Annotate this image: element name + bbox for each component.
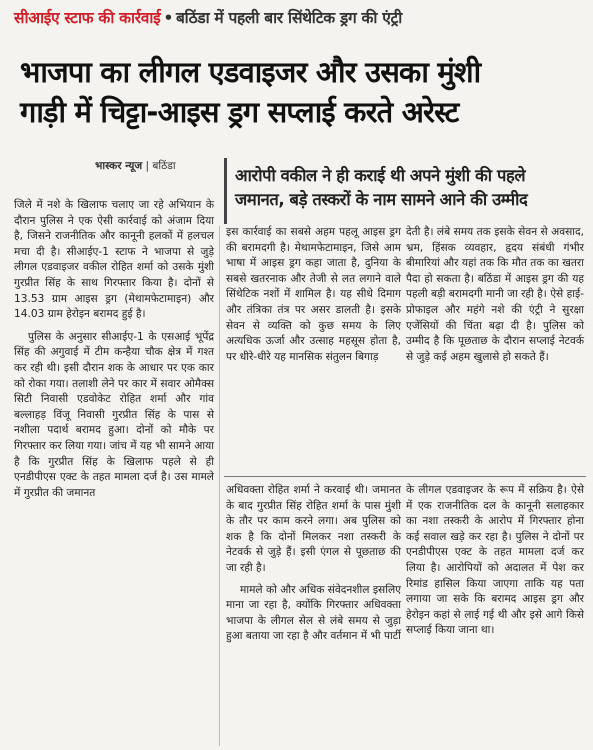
article-paragraph: पुलिस के अनुसार सीआईए-1 के एसआई भूपेंद्र सिंह की अगुवाई में टीम कन्हैया चौक क्षेत्र में गश्त कर रही थी। इसी दौरान शक के आधार पर एक कार को रोका गया। तलाशी लेने पर कार में सवार ओमैक्स सिटी निवासी एडवोकेट रोहित शर्मा और गांव बल्लाहड़ विंजू निवासी गुरप्रीत सिंह के पास से नशीला पदार्थ बरामद हुआ। दोनों को मौके पर गिरफ्तार कर लिया गया। जांच में यह भी सामने आया है कि गुरप्रीत सिंह के खिलाफ पहले से ही एनडीपीएस एक्ट के तहत मामला दर्ज है। उस मामले में गुरप्रीत की जमानत: [14, 330, 214, 499]
article-column-5: [406, 483, 584, 639]
deck-box: [224, 158, 589, 224]
byline: [95, 159, 176, 173]
deck: [235, 164, 587, 212]
section-divider: [224, 476, 586, 477]
byline-source: भास्कर न्यूज: [95, 160, 143, 172]
article-column-2: [226, 225, 401, 365]
article-column-4: [226, 483, 401, 645]
column-divider: [219, 226, 220, 746]
article-paragraph: के लीगल एडवाइजर के रूप में सक्रिय है। ऐसे में एक राजनीतिक दल के कानूनी सलाहकार का नशा तस्करी के आरोप में गिरफ्तार होना कई सवाल खड़े कर रहा है। पुलिस ने दोनों पर एनडीपीएस एक्ट के तहत मामला दर्ज कर लिया है। आरोपियों को अदालत में पेश कर रिमांड हासिल किया जाएगा ताकि यह पता लगाया जा सके कि बरामद आइस ड्रग और हेरोइन कहां से लाई गई थी और इसे आगे किसे सप्लाई किया जाना था।: [406, 484, 584, 637]
byline-city: बठिंडा: [152, 160, 176, 172]
kicker: [14, 6, 584, 28]
headline-line-1: भाजपा का लीगल एडवाइजर और उसका मुंशी: [20, 55, 481, 89]
article-column-1: [14, 198, 214, 501]
kicker-separator: •: [163, 9, 174, 27]
headline: [20, 52, 580, 132]
deck-line-1: आरोपी वकील ने ही कराई थी अपने मुंशी की पहले: [235, 166, 526, 185]
article-paragraph: जिले में नशे के खिलाफ चलाए जा रहे अभियान के दौरान पुलिस ने एक ऐसी कार्रवाई को अंजाम दिया है, जिसने राजनीतिक और कानूनी हलकों में हलचल मचा दी है। सीआईए-1 स्टाफ ने भाजपा से जुड़े लीगल एडवाइजर वकील रोहित शर्मा को उसके मुंशी गुरप्रीत सिंह के साथ गिरफ्तार किया है। दोनों से 13.53 ग्राम आइस ड्रग (मेथामफेटामाइन) और 14.03 ग्राम हेरोइन बरामद हुई है।: [14, 199, 214, 321]
article-column-3: [406, 225, 584, 365]
headline-line-2: गाड़ी में चिट्टा-आइस ड्रग सप्लाई करते अरेस्ट: [20, 95, 459, 129]
kicker-subtitle: बठिंडा में पहली बार सिंथेटिक ड्रग की एंट्री: [176, 9, 402, 27]
deck-line-2: जमानत, बड़े तस्करों के नाम सामने आने की उम्मीद: [235, 190, 528, 209]
article-paragraph: देती है। लंबे समय तक इसके सेवन से अवसाद, भ्रम, हिंसक व्यवहार, हृदय संबंधी गंभीर बीमारियां और यहां तक कि मौत तक का खतरा पैदा हो सकता है। बठिंडा में आइस ड्रग की यह पहली बड़ी बरामदगी मानी जा रही है। ऐसे हाई-प्रोफाइल और महंगे नशे की एंट्री ने सुरक्षा एजेंसियों की चिंता बढ़ा दी है। पुलिस को उम्मीद है कि पूछताछ के दौरान सप्लाई नेटवर्क से जुड़े कई अहम खुलासे हो सकते हैं।: [406, 226, 584, 363]
article-paragraph: इस कार्रवाई का सबसे अहम पहलू आइस ड्रग की बरामदगी है। मेथामफेटामाइन, जिसे आम भाषा में आइस ड्रग कहा जाता है, दुनिया के सबसे खतरनाक और तेजी से लत लगाने वाले सिंथेटिक नशों में शामिल है। यह सीधे दिमाग और तंत्रिका तंत्र पर असर डालती है। इसके सेवन से व्यक्ति को कुछ समय के लिए अत्यधिक ऊर्जा और उत्साह महसूस होता है, पर धीरे-धीरे यह मानसिक संतुलन बिगाड़: [226, 226, 401, 363]
byline-separator: |: [145, 160, 150, 172]
kicker-category: सीआईए स्टाफ की कार्रवाई: [14, 9, 161, 27]
article-paragraph: मामले को और अधिक संवेदनशील इसलिए माना जा रहा है, क्योंकि गिरफ्तार अधिवक्ता भाजपा के लीगल सेल से लंबे समय से जुड़ा हुआ बताया जा रहा है और वर्तमान में भी पार्टी: [226, 583, 401, 643]
article-paragraph: अधिवक्ता रोहित शर्मा ने करवाई थी। जमानत के बाद गुरप्रीत सिंह रोहित शर्मा के पास मुंशी के तौर पर काम करने लगा। अब पुलिस को शक है कि दोनों मिलकर नशा तस्करी के नेटवर्क से जुड़े हैं। इसी एंगल से पूछताछ की जा रही है।: [226, 484, 401, 574]
